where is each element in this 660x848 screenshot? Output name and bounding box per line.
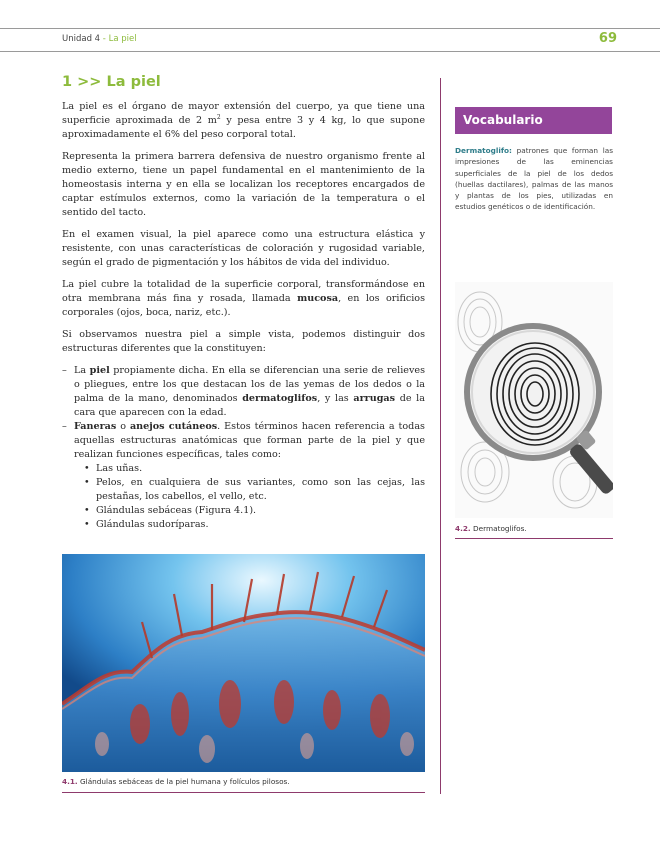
vocabulary-term: Dermatoglifo: — [455, 146, 512, 155]
item1-bold: arrugas — [353, 393, 396, 404]
sub-list-item — [84, 504, 425, 518]
item1-text: , y las — [317, 393, 354, 404]
page-number: 69 — [598, 31, 617, 46]
bullet-marker: • — [84, 519, 90, 530]
p4-bold-term: mucosa — [297, 293, 339, 304]
header-separator: - — [100, 34, 109, 44]
dash-marker: – — [62, 421, 67, 432]
list-item-piel — [62, 364, 425, 420]
dash-marker: – — [62, 365, 67, 376]
sub-item-text: Glándulas sudoríparas. — [96, 519, 209, 530]
fingerprint-magnifier-illustration — [455, 282, 613, 518]
bullet-marker: • — [84, 477, 90, 488]
item2-text: . Estos términos hacen referencia a todas aquellas estructuras anatómicas que forman parte de la piel y que realizan funciones específicas, tales como: — [74, 421, 425, 460]
p4-text-a: La piel cubre la totalidad de la superficie corporal, transformándose en otra membrana más fina y rosada, llamada — [62, 279, 425, 304]
paragraph-3: En el examen visual, la piel aparece como una estructura elástica y resistente, con unas características de coloración y rugosidad variable, según el grado de pigmentación y los hábitos de vida del individuo. — [62, 229, 425, 268]
vocabulary-entry — [455, 145, 613, 213]
vocabulary-title: Vocabulario — [463, 113, 543, 127]
section-title — [62, 74, 425, 90]
figure-4-1-caption-text: Glándulas sebáceas de la piel humana y folículos pilosos. — [77, 777, 290, 786]
paragraph-4 — [62, 278, 425, 320]
section-number: 1 — [62, 74, 73, 90]
fingerprint-magnifier-image — [455, 282, 613, 518]
section-arrows: >> — [77, 74, 102, 90]
structures-list — [62, 364, 425, 532]
item2-bold: anejos cutáneos — [129, 421, 218, 432]
skin-micrograph-illustration — [62, 554, 425, 772]
figure-4-2-caption — [455, 524, 613, 533]
sub-item-text: Las uñas. — [96, 463, 143, 474]
paragraph-5: Si observamos nuestra piel a simple vista, podemos distinguir dos estructuras diferentes que la constituyen: — [62, 329, 425, 354]
sub-item-text: Pelos, en cualquiera de sus variantes, como son las cejas, las pestañas, los cabellos, el vello, etc. — [96, 477, 425, 502]
vocabulary-header — [455, 107, 612, 134]
sub-list-item — [84, 462, 425, 476]
header-top-rule — [0, 28, 660, 29]
figure-4-2-caption-text: Dermatoglifos. — [470, 524, 527, 533]
item2-text: o — [116, 421, 130, 432]
item1-bold: dermatoglifos — [242, 393, 318, 404]
item1-bold: piel — [89, 365, 110, 376]
p1-superscript: 2 — [216, 113, 221, 121]
main-column — [62, 74, 425, 532]
figure-4-1-rule — [62, 792, 425, 793]
figure-4-2-rule — [455, 538, 613, 539]
sub-list-item — [84, 476, 425, 504]
figure-4-2-number: 4.2. — [455, 524, 471, 533]
p4-text-b: , en los orificios corporales (ojos, boca, nariz, etc.). — [62, 293, 425, 318]
p1-text-b: y pesa entre 3 y 4 kg, lo que supone aproximadamente el 6% del peso corporal total. — [62, 115, 426, 140]
header-bottom-rule — [0, 51, 660, 52]
bullet-marker: • — [84, 463, 90, 474]
faneras-sublist — [74, 462, 425, 532]
item1-text: propiamente dicha. En ella se diferencian una serie de relieves o pliegues, entre los que destacan los de las yemas de los dedos o la palma de la mano, denominados — [74, 365, 425, 404]
figure-4-1-number: 4.1. — [62, 777, 78, 786]
skin-micrograph-image — [62, 554, 425, 772]
running-header — [62, 31, 617, 48]
paragraph-2: Representa la primera barrera defensiva de nuestro organismo frente al medio externo, tiene un papel fundamental en el mantenimiento de la homeostasis interna y en ella se localizan los receptores encargados de captar estímulos externos, como la variación de la temperatura o el sentido del tacto. — [62, 151, 425, 218]
item2-bold: Faneras — [74, 421, 117, 432]
figure-4-1-caption — [62, 777, 425, 786]
item1-text: La — [74, 365, 90, 376]
sub-list-item — [84, 518, 425, 532]
section-title-text: La piel — [106, 74, 161, 90]
vocabulary-definition: patrones que forman las impresiones de las eminencias superficiales de la piel de los dedos (huellas dactilares), palmas de las manos y plantas de los pies, utilizadas en estudios genéticos o de identificación. — [455, 146, 613, 212]
p1-text-a: La piel es el órgano de mayor extensión del cuerpo, ya que tiene una superficie aproximada de 2 m — [62, 101, 425, 126]
unit-topic: La piel — [108, 34, 137, 44]
paragraph-1 — [62, 100, 425, 142]
sub-item-text: Glándulas sebáceas (Figura 4.1). — [96, 505, 257, 516]
unit-label: Unidad 4 — [62, 34, 101, 44]
item1-text: de la cara que aparecen con la edad. — [74, 393, 425, 418]
bullet-marker: • — [84, 505, 90, 516]
column-divider — [440, 78, 441, 794]
list-item-faneras — [62, 420, 425, 532]
